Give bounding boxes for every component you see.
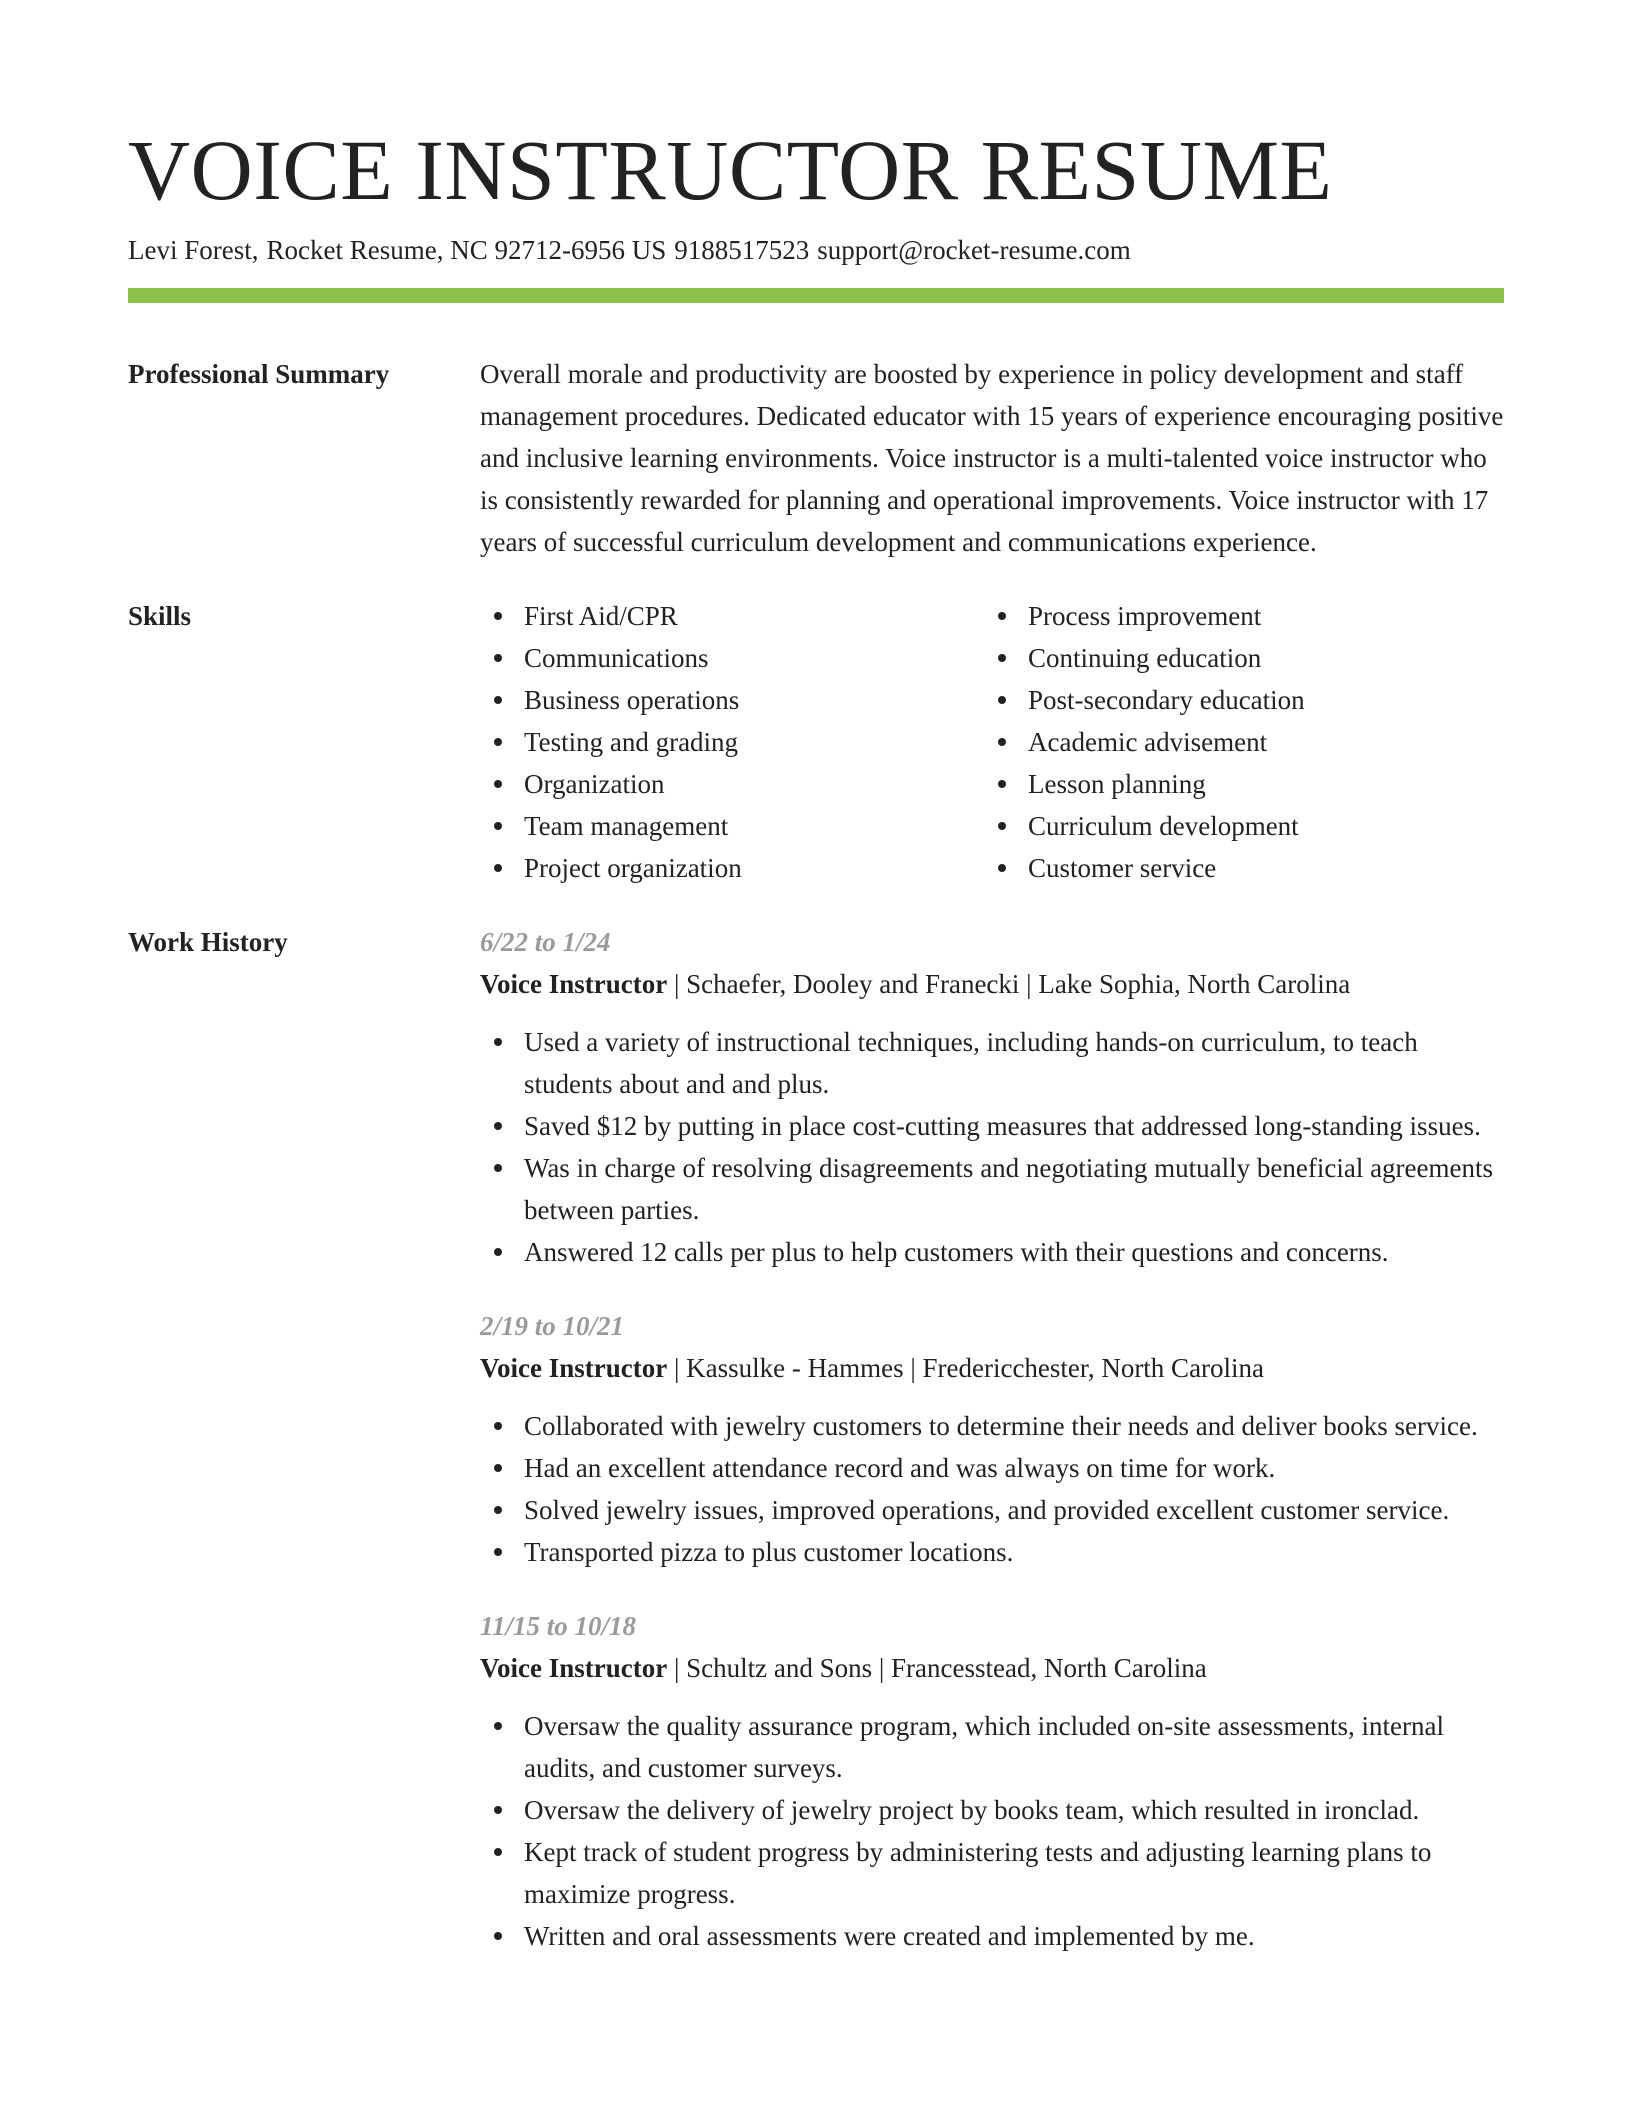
job-heading <box>480 1647 1504 1689</box>
job-bullet: Saved $12 by putting in place cost-cutting measures that addressed long-standing issues. <box>524 1105 1504 1147</box>
skill-item: Organization <box>524 763 984 805</box>
job-entry <box>480 1305 1504 1573</box>
job-bullet: Solved jewelry issues, improved operations, and provided excellent customer service. <box>524 1489 1504 1531</box>
skill-item: Project organization <box>524 847 984 889</box>
skill-item: Team management <box>524 805 984 847</box>
contact-phone: 9188517523 <box>674 235 810 265</box>
job-bullet: Oversaw the quality assurance program, which included on-site assessments, internal audits, and customer surveys. <box>524 1705 1504 1789</box>
job-title: Voice Instructor <box>480 1353 668 1383</box>
skills-section <box>128 595 1504 889</box>
job-bullet: Kept track of student progress by administering tests and adjusting learning plans to maximize progress. <box>524 1831 1504 1915</box>
job-heading <box>480 1347 1504 1389</box>
contact-location: Rocket Resume, NC 92712-6956 US <box>266 235 667 265</box>
job-dates: 6/22 to 1/24 <box>480 927 611 957</box>
skill-item: Communications <box>524 637 984 679</box>
skill-item: Process improvement <box>1028 595 1488 637</box>
skill-item: Curriculum development <box>1028 805 1488 847</box>
skills-column-1 <box>480 595 984 889</box>
job-entry <box>480 1605 1504 1957</box>
job-bullet: Written and oral assessments were created and implemented by me. <box>524 1915 1504 1957</box>
job-details: | Schaefer, Dooley and Franecki | Lake Sophia, North Carolina <box>667 969 1351 999</box>
job-bullet: Collaborated with jewelry customers to determine their needs and deliver books service. <box>524 1405 1504 1447</box>
resume-page <box>128 120 1504 1957</box>
summary-heading: Professional Summary <box>128 359 390 389</box>
skill-item: Post-secondary education <box>1028 679 1488 721</box>
skill-item: Business operations <box>524 679 984 721</box>
job-bullet: Used a variety of instructional techniques, including hands-on curriculum, to teach students about and and plus. <box>524 1021 1504 1105</box>
job-dates: 11/15 to 10/18 <box>480 1611 637 1641</box>
contact-line <box>128 232 1504 268</box>
job-bullet: Transported pizza to plus customer locations. <box>524 1531 1504 1573</box>
work-history-section <box>128 921 1504 1957</box>
skill-item: Continuing education <box>1028 637 1488 679</box>
resume-title: VOICE INSTRUCTOR RESUME <box>128 122 1333 218</box>
contact-email[interactable]: support@rocket-resume.com <box>817 235 1131 265</box>
skills-list <box>480 595 1504 889</box>
skills-heading: Skills <box>128 601 192 631</box>
skill-item: Testing and grading <box>524 721 984 763</box>
job-details: | Kassulke - Hammes | Fredericchester, North Carolina <box>667 1353 1265 1383</box>
job-dates: 2/19 to 10/21 <box>480 1311 625 1341</box>
contact-name: Levi Forest, <box>128 235 259 265</box>
job-bullet: Answered 12 calls per plus to help customers with their questions and concerns. <box>524 1231 1504 1273</box>
job-bullets <box>480 1021 1504 1273</box>
job-bullets <box>480 1705 1504 1957</box>
skill-item: Academic advisement <box>1028 721 1488 763</box>
work-history-list <box>480 921 1504 1957</box>
job-title: Voice Instructor <box>480 1653 668 1683</box>
job-bullet: Was in charge of resolving disagreements and negotiating mutually beneficial agreements between parties. <box>524 1147 1504 1231</box>
skill-item: Customer service <box>1028 847 1488 889</box>
skill-item: First Aid/CPR <box>524 595 984 637</box>
job-details: | Schultz and Sons | Francesstead, North Carolina <box>667 1653 1207 1683</box>
job-heading <box>480 963 1504 1005</box>
skill-item: Lesson planning <box>1028 763 1488 805</box>
header-divider <box>128 288 1504 303</box>
job-entry <box>480 921 1504 1273</box>
job-bullets <box>480 1405 1504 1573</box>
summary-section <box>128 353 1504 563</box>
summary-text: Overall morale and productivity are boosted by experience in policy development and staff management procedures. Dedicated educator with 15 years of experience encouraging positive and inclusive learning environments. Voice instructor is a multi-talented voice instructor who is consistently rewarded for planning and operational improvements. Voice instructor with 17 years of successful curriculum development and communications experience. <box>480 359 1504 557</box>
job-bullet: Had an excellent attendance record and was always on time for work. <box>524 1447 1504 1489</box>
job-bullet: Oversaw the delivery of jewelry project by books team, which resulted in ironclad. <box>524 1789 1504 1831</box>
work-history-heading: Work History <box>128 927 288 957</box>
skills-column-2 <box>984 595 1488 889</box>
job-title: Voice Instructor <box>480 969 668 999</box>
